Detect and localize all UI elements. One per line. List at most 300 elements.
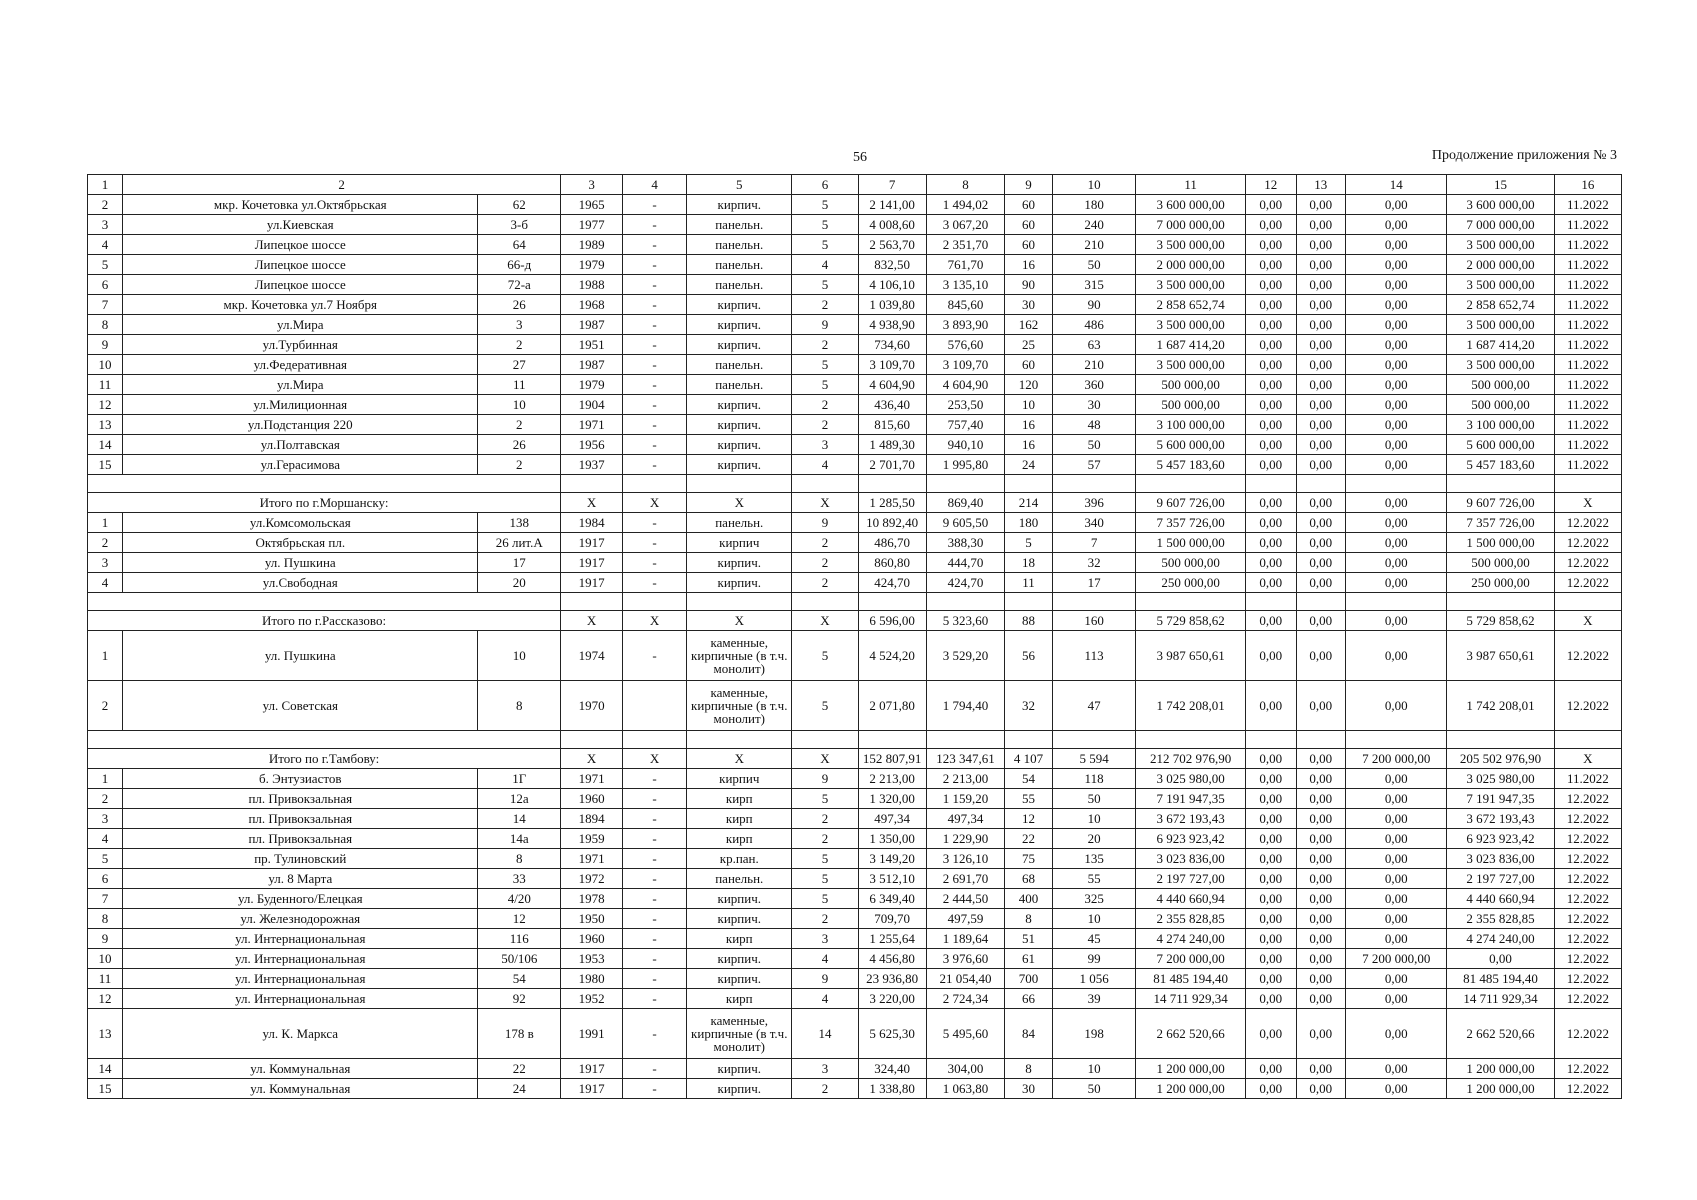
table-cell: 1987 bbox=[561, 355, 623, 375]
table-cell: 0,00 bbox=[1245, 989, 1296, 1009]
table-cell: пр. Тулиновский bbox=[123, 849, 478, 869]
table-cell: кирп bbox=[687, 789, 792, 809]
table-cell: 0,00 bbox=[1296, 889, 1346, 909]
table-cell: 120 bbox=[1005, 375, 1053, 395]
table-cell: 4 456,80 bbox=[858, 949, 926, 969]
table-cell: 1 489,30 bbox=[858, 435, 926, 455]
table-cell: - bbox=[623, 969, 687, 989]
table-cell: 0,00 bbox=[1296, 1079, 1346, 1099]
table-cell: 4 274 240,00 bbox=[1447, 929, 1554, 949]
table-cell: 12.2022 bbox=[1554, 889, 1621, 909]
table-cell: кирпич. bbox=[687, 969, 792, 989]
table-row bbox=[88, 889, 1622, 909]
table-cell: 12.2022 bbox=[1554, 553, 1621, 573]
table-row bbox=[88, 335, 1622, 355]
table-cell: пл. Привокзальная bbox=[123, 789, 478, 809]
table-cell: 4 604,90 bbox=[858, 375, 926, 395]
total-cell: X bbox=[561, 749, 623, 769]
table-cell: 0,00 bbox=[1346, 1009, 1447, 1059]
total-cell: 123 347,61 bbox=[926, 749, 1005, 769]
table-cell: 4 274 240,00 bbox=[1136, 929, 1245, 949]
table-cell: 3 600 000,00 bbox=[1136, 195, 1245, 215]
table-cell: 9 bbox=[88, 335, 123, 355]
table-cell: 12.2022 bbox=[1554, 1059, 1621, 1079]
table-cell: 497,59 bbox=[926, 909, 1005, 929]
table-cell: 4 440 660,94 bbox=[1136, 889, 1245, 909]
table-cell: 0,00 bbox=[1245, 1009, 1296, 1059]
table-cell: - bbox=[623, 949, 687, 969]
table-cell: 10 bbox=[1052, 1059, 1136, 1079]
empty-cell bbox=[1346, 731, 1447, 749]
spacer-row bbox=[88, 731, 1622, 749]
table-row bbox=[88, 989, 1622, 1009]
table-cell: 5 bbox=[792, 789, 858, 809]
table-cell: 12 bbox=[88, 989, 123, 1009]
table-row bbox=[88, 809, 1622, 829]
table-cell: 2 bbox=[88, 681, 123, 731]
table-cell: 500 000,00 bbox=[1136, 553, 1245, 573]
table-row bbox=[88, 929, 1622, 949]
table-row bbox=[88, 375, 1622, 395]
table-cell: 1984 bbox=[561, 513, 623, 533]
table-cell: 1965 bbox=[561, 195, 623, 215]
table-cell: 5 bbox=[792, 275, 858, 295]
table-cell: 12 bbox=[88, 395, 123, 415]
table-cell: 0,00 bbox=[1245, 809, 1296, 829]
total-cell: X bbox=[623, 749, 687, 769]
table-cell: - bbox=[623, 315, 687, 335]
table-cell: панельн. bbox=[687, 375, 792, 395]
table-cell: кирп bbox=[687, 929, 792, 949]
table-cell: 180 bbox=[1005, 513, 1053, 533]
table-cell: 340 bbox=[1052, 513, 1136, 533]
total-cell: 0,00 bbox=[1245, 749, 1296, 769]
table-cell: ул.Киевская bbox=[123, 215, 478, 235]
table-cell: 5 bbox=[1005, 533, 1053, 553]
empty-cell bbox=[623, 731, 687, 749]
total-cell: X bbox=[623, 611, 687, 631]
table-cell: 0,00 bbox=[1346, 1079, 1447, 1099]
table-cell: 0,00 bbox=[1245, 909, 1296, 929]
table-cell: 0,00 bbox=[1245, 789, 1296, 809]
empty-cell bbox=[1447, 593, 1554, 611]
table-cell: ул. Железнодорожная bbox=[123, 909, 478, 929]
table-cell: 0,00 bbox=[1296, 395, 1346, 415]
table-cell: ул.Мира bbox=[123, 375, 478, 395]
table-cell: 400 bbox=[1005, 889, 1053, 909]
table-cell: 2 724,34 bbox=[926, 989, 1005, 1009]
table-cell: 0,00 bbox=[1296, 355, 1346, 375]
table-cell: 1 338,80 bbox=[858, 1079, 926, 1099]
table-cell: 2 000 000,00 bbox=[1447, 255, 1554, 275]
empty-cell bbox=[687, 475, 792, 493]
table-cell: 12.2022 bbox=[1554, 631, 1621, 681]
table-cell: 5 bbox=[88, 849, 123, 869]
table-cell: 0,00 bbox=[1296, 949, 1346, 969]
table-cell: 9 bbox=[792, 513, 858, 533]
table-cell: 17 bbox=[478, 553, 561, 573]
table-cell: Липецкое шоссе bbox=[123, 235, 478, 255]
empty-cell bbox=[1296, 731, 1346, 749]
table-row bbox=[88, 415, 1622, 435]
table-cell: 2 bbox=[792, 909, 858, 929]
table-cell: 1960 bbox=[561, 929, 623, 949]
table-cell: 162 bbox=[1005, 315, 1053, 335]
table-cell: кр.пан. bbox=[687, 849, 792, 869]
table-cell: 3 220,00 bbox=[858, 989, 926, 1009]
table-cell: 8 bbox=[1005, 909, 1053, 929]
table-cell: 32 bbox=[1005, 681, 1053, 731]
table-cell: 324,40 bbox=[858, 1059, 926, 1079]
table-cell: 7 bbox=[88, 295, 123, 315]
table-cell: 860,80 bbox=[858, 553, 926, 573]
table-cell: 50 bbox=[1052, 435, 1136, 455]
table-cell: 60 bbox=[1005, 235, 1053, 255]
table-cell: 5 495,60 bbox=[926, 1009, 1005, 1059]
table-cell: 11.2022 bbox=[1554, 235, 1621, 255]
total-cell: 0,00 bbox=[1346, 611, 1447, 631]
table-cell: 1 200 000,00 bbox=[1447, 1079, 1554, 1099]
empty-cell bbox=[1554, 475, 1621, 493]
table-cell: 3 bbox=[792, 1059, 858, 1079]
table-cell: 1917 bbox=[561, 1079, 623, 1099]
table-cell: 1972 bbox=[561, 869, 623, 889]
table-cell: 1 995,80 bbox=[926, 455, 1005, 475]
table-cell: 0,00 bbox=[1346, 533, 1447, 553]
table-cell: 2 bbox=[792, 415, 858, 435]
table-cell: 0,00 bbox=[1346, 255, 1447, 275]
table-cell: 3 672 193,43 bbox=[1447, 809, 1554, 829]
table-cell: - bbox=[623, 415, 687, 435]
table-cell: 1917 bbox=[561, 553, 623, 573]
table-cell: - bbox=[623, 553, 687, 573]
empty-cell bbox=[792, 475, 858, 493]
table-cell: 700 bbox=[1005, 969, 1053, 989]
table-cell: 3-б bbox=[478, 215, 561, 235]
table-cell: 0,00 bbox=[1296, 829, 1346, 849]
table-cell: 1 500 000,00 bbox=[1447, 533, 1554, 553]
table-cell: 3 500 000,00 bbox=[1447, 275, 1554, 295]
table-cell: 0,00 bbox=[1346, 789, 1447, 809]
table-cell: 1 056 bbox=[1052, 969, 1136, 989]
table-cell: панельн. bbox=[687, 513, 792, 533]
empty-cell bbox=[926, 475, 1005, 493]
table-cell: 10 892,40 bbox=[858, 513, 926, 533]
empty-cell bbox=[561, 475, 623, 493]
table-cell: 2 bbox=[478, 455, 561, 475]
header-cell: 1 bbox=[88, 175, 123, 195]
table-cell: 0,00 bbox=[1296, 513, 1346, 533]
table-cell: 0,00 bbox=[1346, 513, 1447, 533]
page-number: 56 bbox=[853, 150, 867, 165]
table-cell: кирпич. bbox=[687, 435, 792, 455]
table-cell: 2 bbox=[478, 415, 561, 435]
empty-cell bbox=[623, 593, 687, 611]
table-cell: 1979 bbox=[561, 375, 623, 395]
table-cell: 138 bbox=[478, 513, 561, 533]
table-row bbox=[88, 1009, 1622, 1059]
table-cell: 0,00 bbox=[1245, 573, 1296, 593]
table-cell: 10 bbox=[88, 355, 123, 375]
table-cell: 2 141,00 bbox=[858, 195, 926, 215]
table-cell: 1977 bbox=[561, 215, 623, 235]
header-cell: 2 bbox=[123, 175, 561, 195]
table-cell: 0,00 bbox=[1346, 809, 1447, 829]
table-cell: 3 bbox=[792, 435, 858, 455]
table-cell: 3 500 000,00 bbox=[1447, 235, 1554, 255]
table-cell: 0,00 bbox=[1296, 375, 1346, 395]
table-cell: 1 189,64 bbox=[926, 929, 1005, 949]
table-cell: 210 bbox=[1052, 235, 1136, 255]
table-cell: 0,00 bbox=[1245, 275, 1296, 295]
table-cell: пл. Привокзальная bbox=[123, 829, 478, 849]
table-cell: 22 bbox=[1005, 829, 1053, 849]
table-cell: 5 bbox=[792, 375, 858, 395]
table-cell: - bbox=[623, 335, 687, 355]
table-cell: 11.2022 bbox=[1554, 355, 1621, 375]
table-cell: 3 976,60 bbox=[926, 949, 1005, 969]
table-cell: 3 500 000,00 bbox=[1136, 315, 1245, 335]
total-cell: X bbox=[561, 611, 623, 631]
table-cell: кирп bbox=[687, 989, 792, 1009]
table-cell: 4 604,90 bbox=[926, 375, 1005, 395]
table-cell: 1 494,02 bbox=[926, 195, 1005, 215]
table-cell: кирпич. bbox=[687, 295, 792, 315]
table-cell: 2 bbox=[792, 533, 858, 553]
table-cell: пл. Привокзальная bbox=[123, 809, 478, 829]
table-cell: ул.Милиционная bbox=[123, 395, 478, 415]
table-cell: 3 025 980,00 bbox=[1136, 769, 1245, 789]
table-cell: 1 255,64 bbox=[858, 929, 926, 949]
table-cell: 4 bbox=[792, 255, 858, 275]
table-cell: панельн. bbox=[687, 235, 792, 255]
table-cell: 761,70 bbox=[926, 255, 1005, 275]
table-cell: 12.2022 bbox=[1554, 989, 1621, 1009]
table-cell: 6 349,40 bbox=[858, 889, 926, 909]
table-cell: панельн. bbox=[687, 869, 792, 889]
table-cell: - bbox=[623, 375, 687, 395]
table-cell: 2 bbox=[792, 553, 858, 573]
table-cell: 12.2022 bbox=[1554, 949, 1621, 969]
table-cell: 3 025 980,00 bbox=[1447, 769, 1554, 789]
table-cell: 26 лит.А bbox=[478, 533, 561, 553]
table-cell: 0,00 bbox=[1346, 375, 1447, 395]
table-cell: 5 457 183,60 bbox=[1447, 455, 1554, 475]
table-row bbox=[88, 909, 1622, 929]
table-cell: 50/106 bbox=[478, 949, 561, 969]
table-cell: 99 bbox=[1052, 949, 1136, 969]
table-cell: - bbox=[623, 769, 687, 789]
table-row bbox=[88, 1059, 1622, 1079]
table-cell: 21 054,40 bbox=[926, 969, 1005, 989]
table-row bbox=[88, 681, 1622, 731]
table-cell: 5 bbox=[792, 235, 858, 255]
table-cell: 0,00 bbox=[1245, 681, 1296, 731]
table-cell: 14 711 929,34 bbox=[1136, 989, 1245, 1009]
table-cell: 81 485 194,40 bbox=[1447, 969, 1554, 989]
table-cell: кирпич. bbox=[687, 195, 792, 215]
table-cell: 2 bbox=[88, 533, 123, 553]
table-cell: 92 bbox=[478, 989, 561, 1009]
table-cell: 3 149,20 bbox=[858, 849, 926, 869]
total-cell: X bbox=[623, 493, 687, 513]
table-cell: 1 350,00 bbox=[858, 829, 926, 849]
table-cell: 1968 bbox=[561, 295, 623, 315]
table-row bbox=[88, 769, 1622, 789]
empty-cell bbox=[858, 475, 926, 493]
total-row bbox=[88, 611, 1622, 631]
table-cell: 0,00 bbox=[1346, 435, 1447, 455]
table-cell: кирпич. bbox=[687, 909, 792, 929]
total-cell: 0,00 bbox=[1296, 749, 1346, 769]
table-cell: 0,00 bbox=[1296, 553, 1346, 573]
table-cell: 90 bbox=[1005, 275, 1053, 295]
spacer-row bbox=[88, 475, 1622, 493]
table-cell: кирпич bbox=[687, 533, 792, 553]
table-cell: 0,00 bbox=[1346, 275, 1447, 295]
table-cell: 6 923 923,42 bbox=[1136, 829, 1245, 849]
table-cell: 2 bbox=[792, 395, 858, 415]
table-cell: 3 023 836,00 bbox=[1136, 849, 1245, 869]
table-cell: 500 000,00 bbox=[1447, 375, 1554, 395]
table-cell: - bbox=[623, 631, 687, 681]
table-cell: 1 063,80 bbox=[926, 1079, 1005, 1099]
empty-cell bbox=[88, 731, 561, 749]
table-cell: 8 bbox=[1005, 1059, 1053, 1079]
table-cell: 5 600 000,00 bbox=[1447, 435, 1554, 455]
table-cell: 0,00 bbox=[1245, 315, 1296, 335]
table-row bbox=[88, 275, 1622, 295]
table-cell: 2 444,50 bbox=[926, 889, 1005, 909]
table-cell: 0,00 bbox=[1346, 889, 1447, 909]
table-cell: 1950 bbox=[561, 909, 623, 929]
total-cell: 0,00 bbox=[1346, 493, 1447, 513]
table-row bbox=[88, 553, 1622, 573]
table-cell: 0,00 bbox=[1346, 769, 1447, 789]
table-cell: 2 213,00 bbox=[926, 769, 1005, 789]
table-cell: 3 500 000,00 bbox=[1136, 235, 1245, 255]
table-cell: 11.2022 bbox=[1554, 769, 1621, 789]
table-cell: 2 662 520,66 bbox=[1136, 1009, 1245, 1059]
table-cell: 11.2022 bbox=[1554, 415, 1621, 435]
table-cell: 26 bbox=[478, 295, 561, 315]
table-cell: 0,00 bbox=[1296, 195, 1346, 215]
total-cell: 160 bbox=[1052, 611, 1136, 631]
table-cell: 11 bbox=[478, 375, 561, 395]
header-cell: 3 bbox=[561, 175, 623, 195]
empty-cell bbox=[561, 731, 623, 749]
table-cell: 3 987 650,61 bbox=[1447, 631, 1554, 681]
table-cell: 20 bbox=[1052, 829, 1136, 849]
table-cell: Октябрьская пл. bbox=[123, 533, 478, 553]
table-cell: 4 bbox=[792, 989, 858, 1009]
empty-cell bbox=[1052, 731, 1136, 749]
table-cell: кирпич. bbox=[687, 1079, 792, 1099]
table-cell: 90 bbox=[1052, 295, 1136, 315]
table-cell: 0,00 bbox=[1346, 829, 1447, 849]
header-cell: 6 bbox=[792, 175, 858, 195]
empty-cell bbox=[88, 593, 561, 611]
table-row bbox=[88, 395, 1622, 415]
table-cell: 1 794,40 bbox=[926, 681, 1005, 731]
table-cell: ул.Федеративная bbox=[123, 355, 478, 375]
table-row bbox=[88, 215, 1622, 235]
table-cell: 5 457 183,60 bbox=[1136, 455, 1245, 475]
table-cell: 8 bbox=[88, 315, 123, 335]
table-cell: 0,00 bbox=[1245, 889, 1296, 909]
table-cell: 12.2022 bbox=[1554, 513, 1621, 533]
table-cell: 0,00 bbox=[1245, 235, 1296, 255]
table-cell: 7 200 000,00 bbox=[1346, 949, 1447, 969]
empty-cell bbox=[1554, 593, 1621, 611]
table-cell: 1989 bbox=[561, 235, 623, 255]
table-cell: ул. Интернациональная bbox=[123, 929, 478, 949]
table-cell: - bbox=[623, 909, 687, 929]
table-cell: 4 938,90 bbox=[858, 315, 926, 335]
table-cell: 22 bbox=[478, 1059, 561, 1079]
table-cell: 0,00 bbox=[1296, 769, 1346, 789]
table-cell: ул.Свободная bbox=[123, 573, 478, 593]
header-cell: 10 bbox=[1052, 175, 1136, 195]
table-cell: панельн. bbox=[687, 215, 792, 235]
table-cell: 0,00 bbox=[1245, 1079, 1296, 1099]
empty-cell bbox=[1136, 731, 1245, 749]
table-cell: 10 bbox=[88, 949, 123, 969]
table-cell: 1 742 208,01 bbox=[1136, 681, 1245, 731]
table-cell: 5 bbox=[792, 889, 858, 909]
table-cell: 61 bbox=[1005, 949, 1053, 969]
table-cell: 0,00 bbox=[1296, 929, 1346, 949]
table-cell: панельн. bbox=[687, 275, 792, 295]
table-cell: 2 701,70 bbox=[858, 455, 926, 475]
table-cell: 14 711 929,34 bbox=[1447, 989, 1554, 1009]
table-cell: 1971 bbox=[561, 849, 623, 869]
table-cell: 1991 bbox=[561, 1009, 623, 1059]
table-cell: 4 440 660,94 bbox=[1447, 889, 1554, 909]
table-cell: 1980 bbox=[561, 969, 623, 989]
table-cell: 2 bbox=[792, 1079, 858, 1099]
table-cell: 7 357 726,00 bbox=[1136, 513, 1245, 533]
table-cell: 1953 bbox=[561, 949, 623, 969]
empty-cell bbox=[1052, 593, 1136, 611]
total-cell: 4 107 bbox=[1005, 749, 1053, 769]
table-cell: 15 bbox=[88, 455, 123, 475]
table-cell: 3 987 650,61 bbox=[1136, 631, 1245, 681]
table-cell: 388,30 bbox=[926, 533, 1005, 553]
table-cell: 0,00 bbox=[1346, 1059, 1447, 1079]
empty-cell bbox=[561, 593, 623, 611]
table-cell: 81 485 194,40 bbox=[1136, 969, 1245, 989]
table-cell: мкр. Кочетовка ул.7 Ноября bbox=[123, 295, 478, 315]
total-cell: 88 bbox=[1005, 611, 1053, 631]
table-cell: 4 524,20 bbox=[858, 631, 926, 681]
table-cell: 1917 bbox=[561, 533, 623, 553]
table-cell: кирпич. bbox=[687, 455, 792, 475]
total-cell: X bbox=[792, 749, 858, 769]
table-cell: 0,00 bbox=[1245, 1059, 1296, 1079]
table-cell: 832,50 bbox=[858, 255, 926, 275]
table-row bbox=[88, 255, 1622, 275]
table-cell: 60 bbox=[1005, 215, 1053, 235]
table-row bbox=[88, 295, 1622, 315]
table-cell: 7 000 000,00 bbox=[1136, 215, 1245, 235]
table-cell: 0,00 bbox=[1346, 909, 1447, 929]
table-cell: 0,00 bbox=[1245, 435, 1296, 455]
table-cell: панельн. bbox=[687, 355, 792, 375]
table-cell: 0,00 bbox=[1296, 455, 1346, 475]
total-cell: 396 bbox=[1052, 493, 1136, 513]
table-cell: 5 bbox=[792, 195, 858, 215]
